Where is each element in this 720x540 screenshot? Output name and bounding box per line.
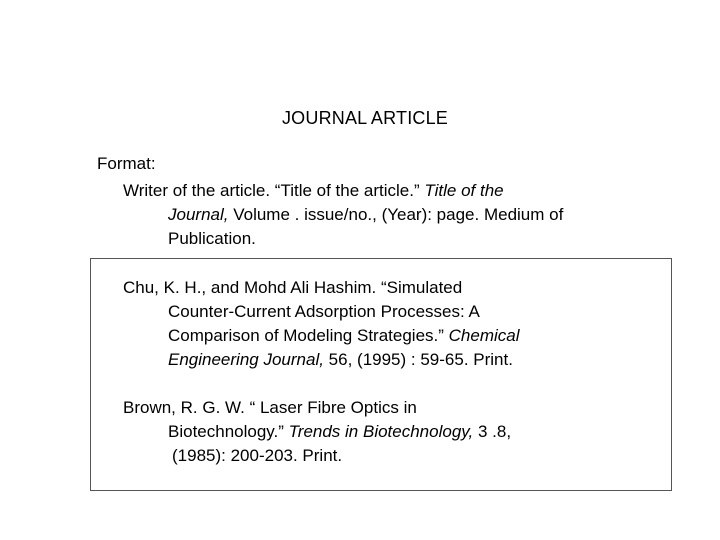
- examples-box: [90, 258, 672, 491]
- citation-text: Comparison of Modeling Strategies.”: [168, 326, 449, 345]
- citation-italic-text: Trends in Biotechnology,: [288, 422, 474, 441]
- format-line-1: [123, 179, 603, 203]
- citation-italic-text: Chemical: [448, 326, 520, 345]
- citation-line: [123, 420, 643, 444]
- citation-line: [123, 324, 643, 348]
- citation-line: [123, 348, 643, 372]
- format-template: [123, 179, 603, 251]
- citation-example: [123, 396, 643, 468]
- format-line-3: Publication.: [168, 229, 256, 248]
- citation-line: (1985): 200-203. Print.: [172, 446, 343, 465]
- citation-text: Biotechnology.”: [168, 422, 289, 441]
- citation-text: 56, (1995) : 59-65. Print.: [323, 350, 513, 369]
- citation-line: Brown, R. G. W. “ Laser Fibre Optics in: [123, 398, 417, 417]
- citation-example: [123, 276, 643, 372]
- format-text: Volume . issue/no., (Year): page. Medium of: [228, 205, 564, 224]
- page-title: JOURNAL ARTICLE: [281, 108, 449, 128]
- citation-line: Counter-Current Adsorption Processes: A: [168, 302, 480, 321]
- format-label: Format:: [97, 154, 156, 173]
- format-line-2: [123, 203, 603, 227]
- format-italic-text: Title of the: [424, 181, 504, 200]
- citation-text: 3 .8,: [473, 422, 512, 441]
- citation-italic-text: Engineering Journal,: [168, 350, 324, 369]
- format-italic-text: Journal,: [168, 205, 229, 224]
- citation-line: Chu, K. H., and Mohd Ali Hashim. “Simulated: [123, 278, 463, 297]
- format-text: Writer of the article. “Title of the article.”: [123, 181, 425, 200]
